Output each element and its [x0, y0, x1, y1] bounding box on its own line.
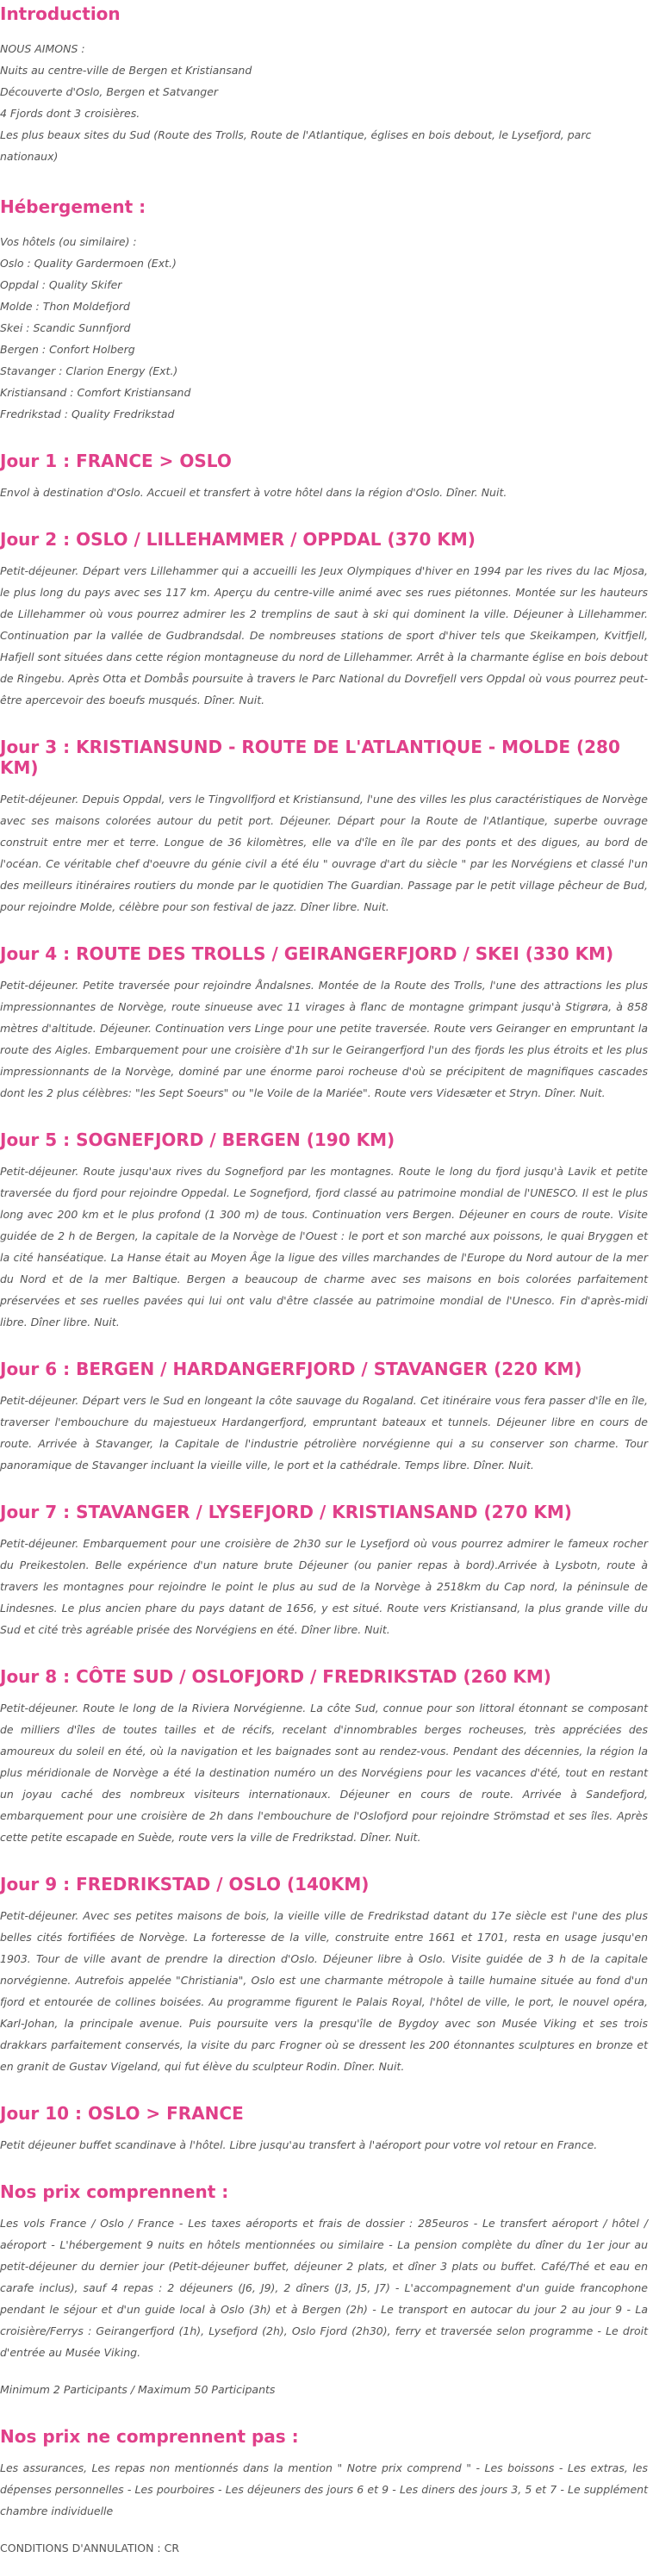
day-section-10	[0, 2103, 648, 2156]
intro-lines	[0, 38, 648, 167]
intro-line: Les plus beaux sites du Sud (Route des Trolls, Route de l'Atlantique, églises en bois debout, le Lysefjord, parc nationaux)	[0, 128, 592, 163]
day-section-6	[0, 1359, 648, 1476]
hotel-line: Fredrikstad : Quality Fredrikstad	[0, 408, 175, 420]
hotel-line: Vos hôtels (ou similaire) :	[0, 235, 137, 248]
day-title: Jour 6 : BERGEN / HARDANGERFJORD / STAVANGER (220 KM)	[0, 1359, 582, 1379]
day-text: Petit-déjeuner. Avec ses petites maisons de bois, la vieille ville de Fredrikstad datant du 17e siècle est l'une des plus belles cités fortifiées de Norvège. La forteresse de la ville, construite entre 1661 et 1701, resta en usage jusqu'en 1903. Tour de ville avant de prendre la direction d'Oslo. Déjeuner libre à Oslo. Visite guidée de 3 h de la capitale norvégienne. Autrefois appelée "Christiania", Oslo est une charmante métropole à taille humaine située au fond d'un fjord et entourée de collines boisées. Au programme figurent le Palais Royal, l'hôtel de ville, le port, le nouvel opéra, Karl-Johan, la principale avenue. Puis poursuite vers la presqu'île de Bygdoy avec son Musée Viking et ses trois drakkars parfaitement conservés, la visite du parc Frogner où se dressent les 200 étonnantes sculptures en bronze et en granit de Gustav Vigeland, qui fut élève du sculpteur Rodin. Dîner. Nuit.	[0, 1909, 648, 2073]
day-title: Jour 10 : OSLO > FRANCE	[0, 2103, 244, 2124]
hebergement-section	[0, 196, 648, 425]
day-title: Jour 2 : OSLO / LILLEHAMMER / OPPDAL (370 KM)	[0, 529, 476, 550]
prix-ne-comprennent-section	[0, 2426, 648, 2522]
hotel-line: Molde : Thon Moldefjord	[0, 300, 130, 313]
intro-line: Découverte d'Oslo, Bergen et Satvanger	[0, 85, 219, 98]
day-section-7	[0, 1502, 648, 1640]
day-section-9	[0, 1874, 648, 2077]
day-title: Jour 7 : STAVANGER / LYSEFJORD / KRISTIANSAND (270 KM)	[0, 1502, 572, 1522]
day-text: Petit-déjeuner. Départ vers Lillehammer qui a accueilli les Jeux Olympiques d'hiver en 1994 par les rives du lac Mjosa, le plus long du pays avec ses 117 km. Aperçu du centre-ville animé avec ses rues piétonnes. Montée sur les hauteurs de Lillehammer où vous pourrez admirer les 2 tremplins de saut à ski qui dominent la ville. Déjeuner à Lillehammer. Continuation par la vallée de Gudbrandsdal. De nombreuses stations de sport d'hiver tels que Skeikampen, Kvitfjell, Hafjell sont situées dans cette région montagneuse du nord de Lillehammer. Arrêt à la charmante église en bois debout de Ringebu. Après Otta et Dombås poursuite à travers le Parc National du Dovrefjell vers Oppdal où vous pourrez peut-être apercevoir des boeufs musqués. Dîner. Nuit.	[0, 564, 648, 706]
hotel-line: Oslo : Quality Gardermoen (Ext.)	[0, 257, 177, 270]
day-section-8	[0, 1666, 648, 1848]
prix-ne-comprennent-title: Nos prix ne comprennent pas :	[0, 2426, 299, 2447]
hotel-line: Oppdal : Quality Skifer	[0, 278, 122, 291]
hotel-line: Bergen : Confort Holberg	[0, 343, 135, 356]
prix-comprennent-text: Les vols France / Oslo / France - Les taxes aéroports et frais de dossier : 285euros - Le transfert aéroport / hôtel / aéroport - L'hébergement 9 nuits en hôtels mentionnées ou similaire - La pension complète du dîner du 1er jour au petit-déjeuner du dernier jour (Petit-déjeuner buffet, déjeuner 2 plats, et dîner 3 plats ou buffet. Café/Thé et eau en carafe inclus), sauf 4 repas : 2 déjeuners (J6, J9), 2 dîners (J3, J5, J7) - L'accompagnement d'un guide francophone pendant le séjour et d'un guide local à Oslo (3h) et à Bergen (2h) - Le transport en autocar du jour 2 au jour 9 - La croisière/Ferrys : Geirangerfjord (1h), Lysefjord (2h), Oslo Fjord (2h30), ferry et traversée selon programme - Le droit d'entrée au Musée Viking.	[0, 2217, 648, 2359]
day-text: Petit-déjeuner. Petite traversée pour rejoindre Åndalsnes. Montée de la Route des Trolls, l'une des attractions les plus impressionnantes de Norvège, route sinueuse avec 11 virages à flanc de montagne grimpant jusqu'à Stigrøra, à 858 mètres d'altitude. Déjeuner. Continuation vers Linge pour une petite traversée. Route vers Geiranger en empruntant la route des Aigles. Embarquement pour une croisière d'1h sur le Geirangerfjord l'un des fjords les plus étroits et les plus impressionnants de la Norvège, dominé par une énorme paroi rocheuse d'où se précipitent de magnifiques cascades dont les 2 plus célèbres: "les Sept Soeurs" ou "le Voile de la Mariée". Route vers Videsæter et Stryn. Dîner. Nuit.	[0, 979, 648, 1099]
day-section-1	[0, 451, 648, 503]
day-title: Jour 8 : CÔTE SUD / OSLOFJORD / FREDRIKSTAD (260 KM)	[0, 1666, 551, 1687]
prix-comprennent-section	[0, 2181, 648, 2400]
day-title: Jour 5 : SOGNEFJORD / BERGEN (190 KM)	[0, 1129, 395, 1150]
day-title: Jour 4 : ROUTE DES TROLLS / GEIRANGERFJORD / SKEI (330 KM)	[0, 943, 614, 964]
day-text: Petit-déjeuner. Embarquement pour une croisière de 2h30 sur le Lysefjord où vous pourrez admirer le fameux rocher du Preikestolen. Belle expérience d'un nature brute Déjeuner (ou panier repas à bord).Arrivée à Lysbotn, route à travers les montagnes pour rejoindre le point le plus au sud de la Norvège à 2518km du Cap nord, la péninsule de Lindesnes. Le plus ancien phare du pays datant de 1656, y est situé. Route vers Kristiansand, la plus grande ville du Sud et cité très agréable prisée des Norvégiens en été. Dîner libre. Nuit.	[0, 1537, 648, 1636]
intro-line: 4 Fjords dont 3 croisières.	[0, 107, 140, 120]
day-section-3	[0, 737, 648, 918]
day-section-5	[0, 1129, 648, 1333]
prix-ne-comprennent-text: Les assurances, Les repas non mentionnés dans la mention " Notre prix comprend " - Les boissons - Les extras, les dépenses personnelles - Les pourboires - Les déjeuners des jours 6 et 9 - Les diners des jours 3, 5 et 7 - Le supplément chambre individuelle	[0, 2461, 648, 2517]
intro-title: Introduction	[0, 3, 121, 24]
hotel-line: Skei : Scandic Sunnfjord	[0, 321, 131, 334]
day-section-4	[0, 943, 648, 1104]
day-text: Petit-déjeuner. Route jusqu'aux rives du Sognefjord par les montagnes. Route le long du fjord jusqu'à Lavik et petite traversée du fjord pour rejoindre Oppedal. Le Sognefjord, fjord classé au patrimoine mondial de l'UNESCO. Il est le plus long avec 200 km et le plus profond (1 300 m) de tous. Continuation vers Bergen. Déjeuner en cours de route. Visite guidée de 2 h de Bergen, la capitale de la Norvège de l'Ouest : le port et son marché aux poissons, le quai Bryggen et la cité hanséatique. La Hanse était au Moyen Âge la ligue des villes marchandes de l'Europe du Nord autour de la mer du Nord et de la mer Baltique. Bergen a beaucoup de charme avec ses maisons en bois colorées parfaitement préservées et ses ruelles pavées qui lui ont valu d'être classée au patrimoine mondial de l'Unesco. Fin d'après-midi libre. Dîner libre. Nuit.	[0, 1165, 648, 1328]
conditions-annulation: CONDITIONS D'ANNULATION : CR	[0, 2542, 180, 2554]
intro-line: NOUS AIMONS :	[0, 42, 85, 55]
day-text: Petit-déjeuner. Départ vers le Sud en longeant la côte sauvage du Rogaland. Cet itinéraire vous fera passer d'île en île, traverser l'embouchure du majestueux Hardangerfjord, empruntant bateaux et tunnels. Déjeuner libre en cours de route. Arrivée à Stavanger, la Capitale de l'industrie pétrolière norvégienne qui a su conserver son charme. Tour panoramique de Stavanger incluant la vieille ville, le port et la cathédrale. Temps libre. Dîner. Nuit.	[0, 1394, 648, 1472]
day-title: Jour 3 : KRISTIANSUND - ROUTE DE L'ATLANTIQUE - MOLDE (280 KM)	[0, 737, 620, 778]
intro-section	[0, 3, 648, 167]
hebergement-title: Hébergement :	[0, 196, 146, 217]
day-text: Petit déjeuner buffet scandinave à l'hôtel. Libre jusqu'au transfert à l'aéroport pour votre vol retour en France.	[0, 2138, 598, 2151]
hotel-line: Kristiansand : Comfort Kristiansand	[0, 386, 191, 399]
day-text: Petit-déjeuner. Route le long de la Riviera Norvégienne. La côte Sud, connue pour son littoral étonnant se composant de milliers d'îles de toutes tailles et de récifs, recelant d'innombrables berges rocheuses, très appréciées des amoureux du soleil en été, où la navigation et les baignades sont au rendez-vous. Pendant des décennies, la région la plus méridionale de Norvège a été la destination numéro un des Norvégiens pour les vacances d'été, tout en restant un joyau caché des nombreux visiteurs internationaux. Déjeuner en cours de route. Arrivée à Sandefjord, embarquement pour une croisière de 2h dans l'embouchure de l'Oslofjord pour rejoindre Strömstad et ses îles. Après cette petite escapade en Suède, route vers la ville de Fredrikstad. Dîner. Nuit.	[0, 1702, 648, 1844]
hotel-list	[0, 231, 648, 425]
day-title: Jour 1 : FRANCE > OSLO	[0, 451, 232, 471]
day-section-2	[0, 529, 648, 711]
participants-note: Minimum 2 Participants / Maximum 50 Participants	[0, 2383, 276, 2396]
intro-line: Nuits au centre-ville de Bergen et Kristiansand	[0, 64, 252, 77]
day-text: Petit-déjeuner. Depuis Oppdal, vers le Tingvollfjord et Kristiansund, l'une des villes les plus caractéristiques de Norvège avec ses maisons colorées autour du petit port. Déjeuner. Départ pour la Route de l'Atlantique, superbe ouvrage construit entre mer et terre. Longue de 36 kilomètres, elle va d'île en île par des ponts et des digues, au bord de l'océan. Ce véritable chef d'oeuvre du génie civil a été élu " ouvrage d'art du siècle " par les Norvégiens et classé l'un des meilleurs itinéraires routiers du monde par le quotidien The Guardian. Passage par le petit village pêcheur de Bud, pour rejoindre Molde, célèbre pour son festival de jazz. Dîner libre. Nuit.	[0, 793, 648, 913]
hotel-line: Stavanger : Clarion Energy (Ext.)	[0, 364, 178, 377]
day-text: Envol à destination d'Oslo. Accueil et transfert à votre hôtel dans la région d'Oslo. Dîner. Nuit.	[0, 486, 507, 499]
prix-comprennent-title: Nos prix comprennent :	[0, 2181, 229, 2202]
day-title: Jour 9 : FREDRIKSTAD / OSLO (140KM)	[0, 1874, 370, 1895]
